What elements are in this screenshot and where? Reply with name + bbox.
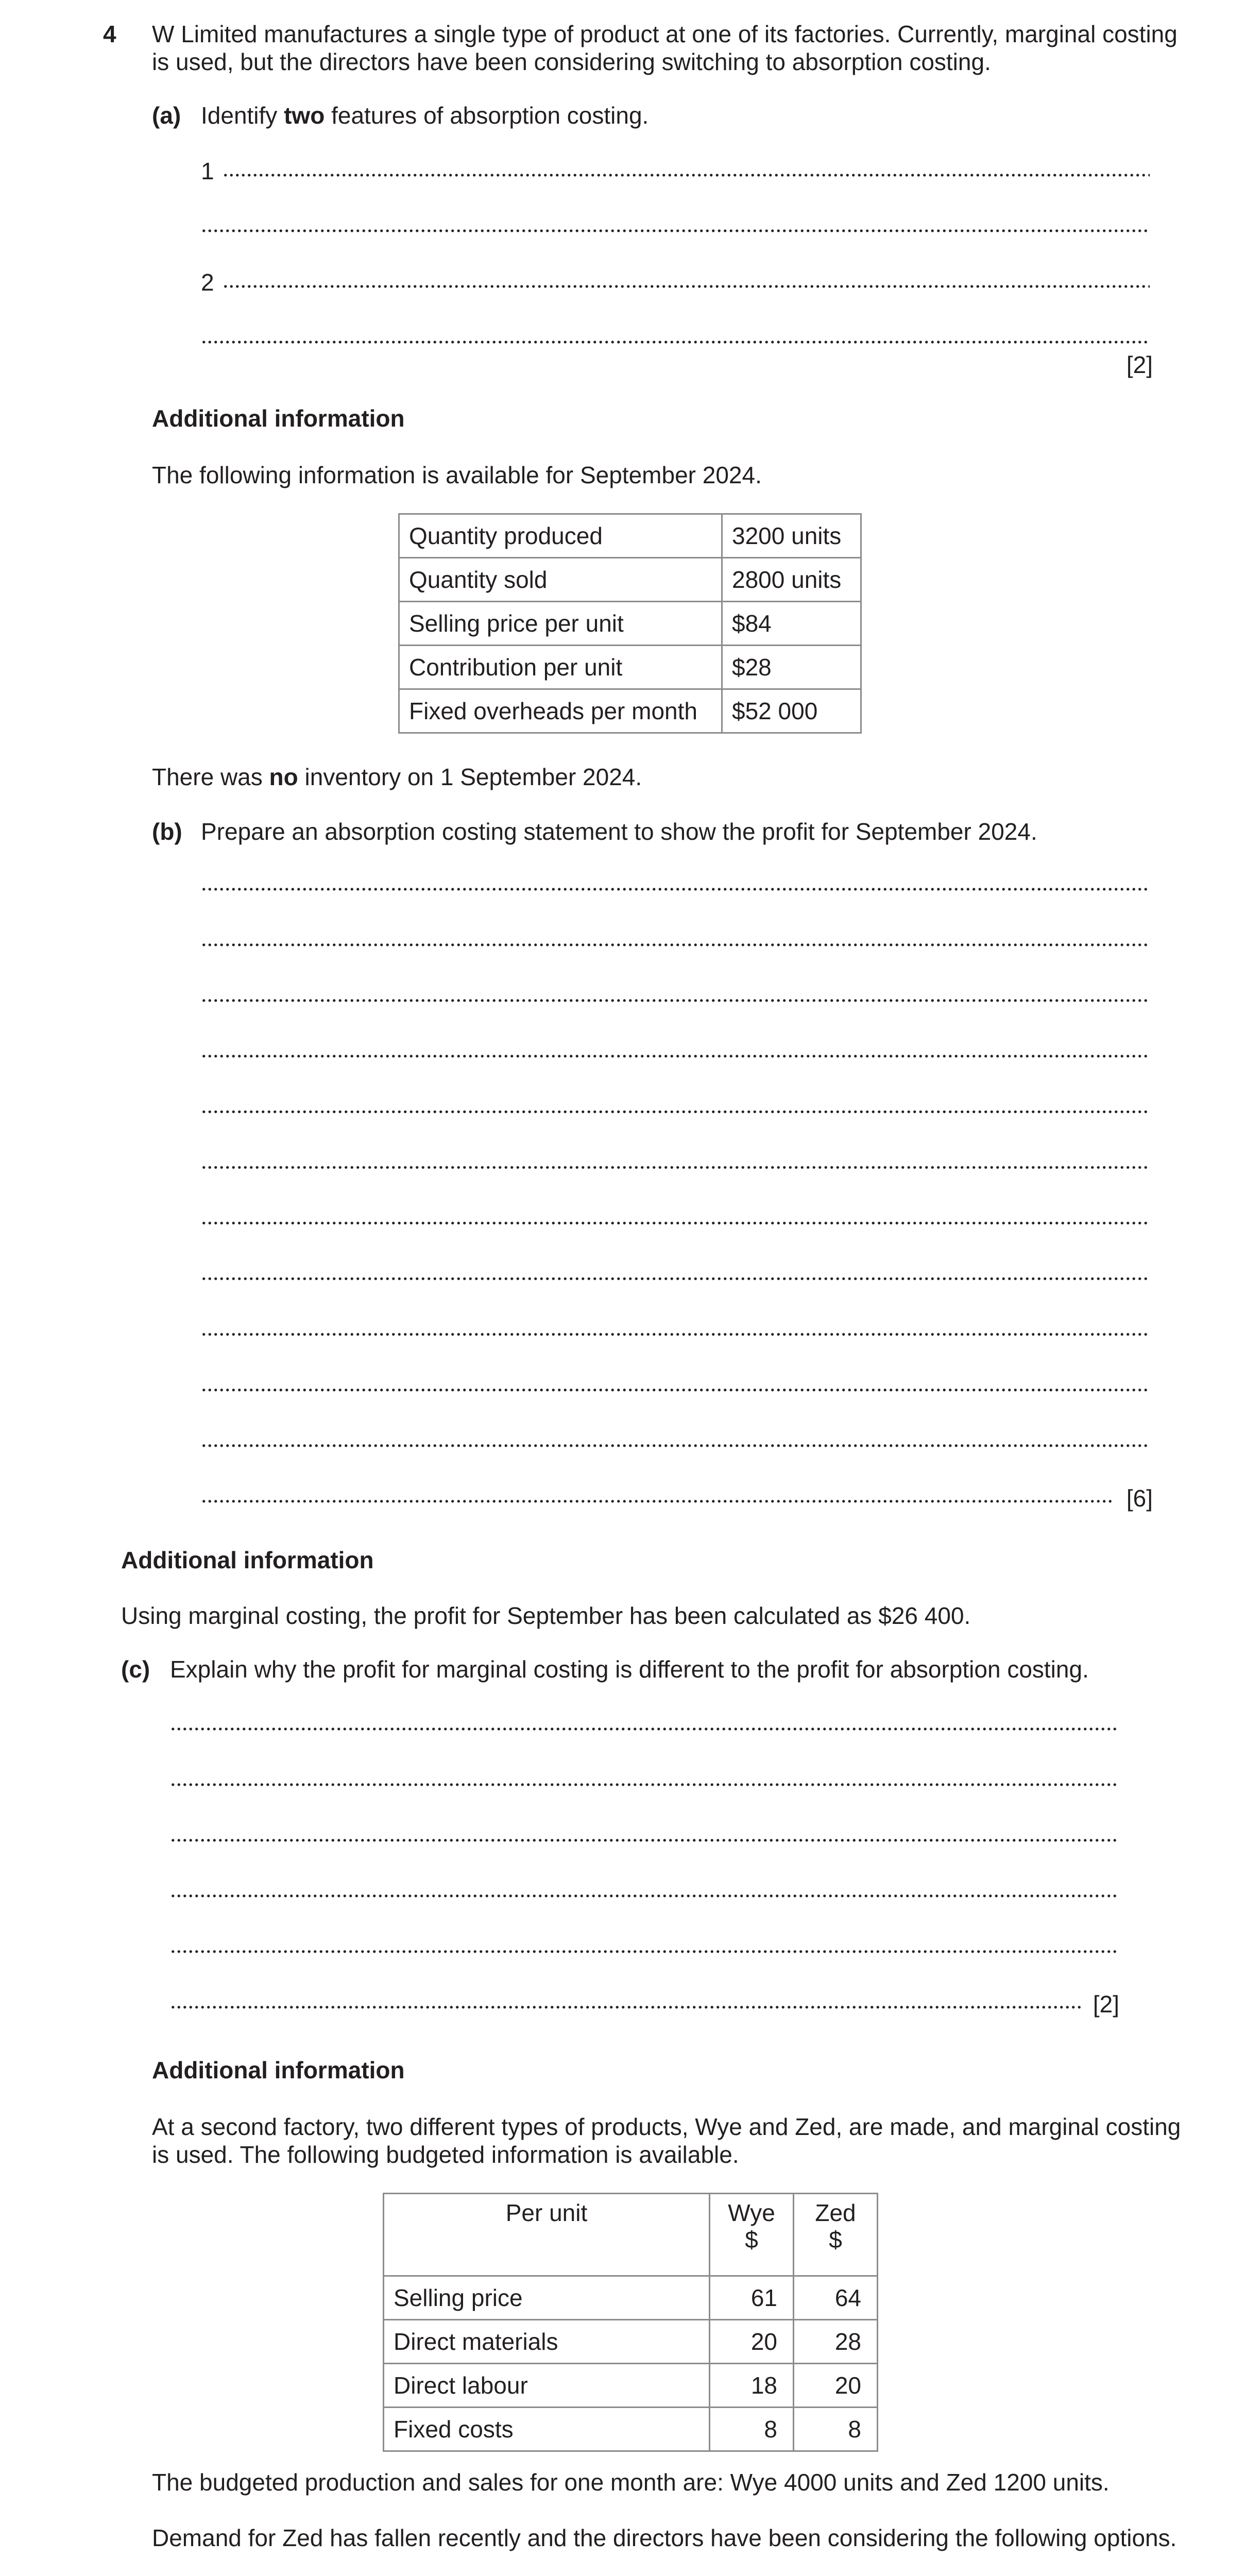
- product-costs-table: [383, 2193, 878, 2452]
- question-intro-line1: W Limited manufactures a single type of product at one of its factories. Currently, marginal costing: [152, 21, 1177, 47]
- info1-heading: Additional information: [152, 405, 405, 432]
- answer-line[interactable]: [170, 1894, 1118, 1898]
- part-a-item-2-number: 2: [201, 269, 214, 296]
- table-row: [399, 602, 861, 646]
- answer-line[interactable]: [223, 173, 1150, 177]
- demand-text: Demand for Zed has fallen recently and the directors have been considering the following options.: [152, 2524, 1177, 2551]
- table-row: [384, 2408, 878, 2451]
- part-c-label: (c): [121, 1656, 150, 1683]
- info1-text: The following information is available for September 2024.: [152, 462, 762, 488]
- table-cell: Contribution per unit: [399, 646, 722, 689]
- column-header-wye: Wye $: [710, 2194, 794, 2276]
- answer-line[interactable]: [201, 1277, 1150, 1281]
- part-b-question: Prepare an absorption costing statement to show the profit for September 2024.: [201, 818, 1037, 845]
- table-row: [399, 689, 861, 733]
- table-cell: Fixed costs: [384, 2408, 710, 2451]
- table-row: [399, 646, 861, 689]
- answer-line[interactable]: [201, 1054, 1150, 1058]
- table-cell: 20: [794, 2364, 878, 2408]
- table-cell: 2800 units: [722, 558, 861, 602]
- answer-line[interactable]: [201, 1388, 1150, 1392]
- table-header-row: [384, 2194, 878, 2276]
- table-cell: $52 000: [722, 689, 861, 733]
- inventory-note: There was no inventory on 1 September 2024.: [152, 764, 642, 790]
- part-a-label: (a): [152, 102, 181, 129]
- table-cell: Selling price: [384, 2276, 710, 2320]
- table-cell: 8: [710, 2408, 794, 2451]
- september-info-table: [398, 513, 862, 734]
- table-cell: 3200 units: [722, 514, 861, 558]
- part-b-label: (b): [152, 818, 182, 845]
- info2-heading: Additional information: [121, 1547, 374, 1573]
- table-cell: 20: [710, 2320, 794, 2364]
- table-cell: $84: [722, 602, 861, 646]
- table-cell: 28: [794, 2320, 878, 2364]
- question-intro-line2: is used, but the directors have been considering switching to absorption costing.: [152, 48, 991, 75]
- question-number: 4: [103, 21, 116, 47]
- table-cell: Direct labour: [384, 2364, 710, 2408]
- answer-line[interactable]: [201, 1499, 1114, 1503]
- budget-text: The budgeted production and sales for one month are: Wye 4000 units and Zed 1200 units.: [152, 2469, 1110, 2496]
- answer-line[interactable]: [201, 340, 1150, 344]
- table-row: [399, 514, 861, 558]
- answer-line[interactable]: [201, 1165, 1150, 1170]
- table-cell: 8: [794, 2408, 878, 2451]
- answer-line[interactable]: [201, 887, 1150, 891]
- answer-line[interactable]: [201, 1221, 1150, 1225]
- answer-line[interactable]: [201, 998, 1150, 1003]
- answer-line[interactable]: [170, 1783, 1118, 1787]
- info3-text-line1: At a second factory, two different types of products, Wye and Zed, are made, and marginal costing: [152, 2113, 1181, 2140]
- table-cell: 18: [710, 2364, 794, 2408]
- info3-text-line2: is used. The following budgeted information is available.: [152, 2141, 739, 2168]
- answer-line[interactable]: [201, 943, 1150, 947]
- part-a-item-1-number: 1: [201, 158, 214, 184]
- answer-line[interactable]: [170, 1950, 1118, 1954]
- table-row: [384, 2364, 878, 2408]
- table-row: [384, 2276, 878, 2320]
- table-cell: $28: [722, 646, 861, 689]
- part-a-marks: [2]: [1126, 351, 1153, 378]
- answer-line[interactable]: [170, 2005, 1082, 2009]
- table-cell: Quantity sold: [399, 558, 722, 602]
- column-header: Per unit: [384, 2194, 710, 2276]
- answer-line[interactable]: [201, 1444, 1150, 1448]
- answer-line[interactable]: [170, 1838, 1118, 1842]
- table-cell: Selling price per unit: [399, 602, 722, 646]
- column-header-zed: Zed $: [794, 2194, 878, 2276]
- part-a-question: Identify two features of absorption costing.: [201, 102, 649, 129]
- answer-line[interactable]: [201, 229, 1150, 233]
- answer-line[interactable]: [201, 1332, 1150, 1336]
- table-row: [384, 2320, 878, 2364]
- table-cell: Quantity produced: [399, 514, 722, 558]
- table-row: [399, 558, 861, 602]
- part-b-marks: [6]: [1126, 1485, 1153, 1512]
- part-c-marks: [2]: [1093, 1991, 1119, 2018]
- part-c-question: Explain why the profit for marginal costing is different to the profit for absorption costing.: [170, 1656, 1089, 1683]
- table-cell: Fixed overheads per month: [399, 689, 722, 733]
- answer-line[interactable]: [201, 1110, 1150, 1114]
- answer-line[interactable]: [170, 1727, 1118, 1731]
- info2-text: Using marginal costing, the profit for September has been calculated as $26 400.: [121, 1602, 971, 1629]
- table-cell: 64: [794, 2276, 878, 2320]
- info3-heading: Additional information: [152, 2057, 405, 2083]
- answer-line[interactable]: [223, 284, 1150, 289]
- table-cell: Direct materials: [384, 2320, 710, 2364]
- table-cell: 61: [710, 2276, 794, 2320]
